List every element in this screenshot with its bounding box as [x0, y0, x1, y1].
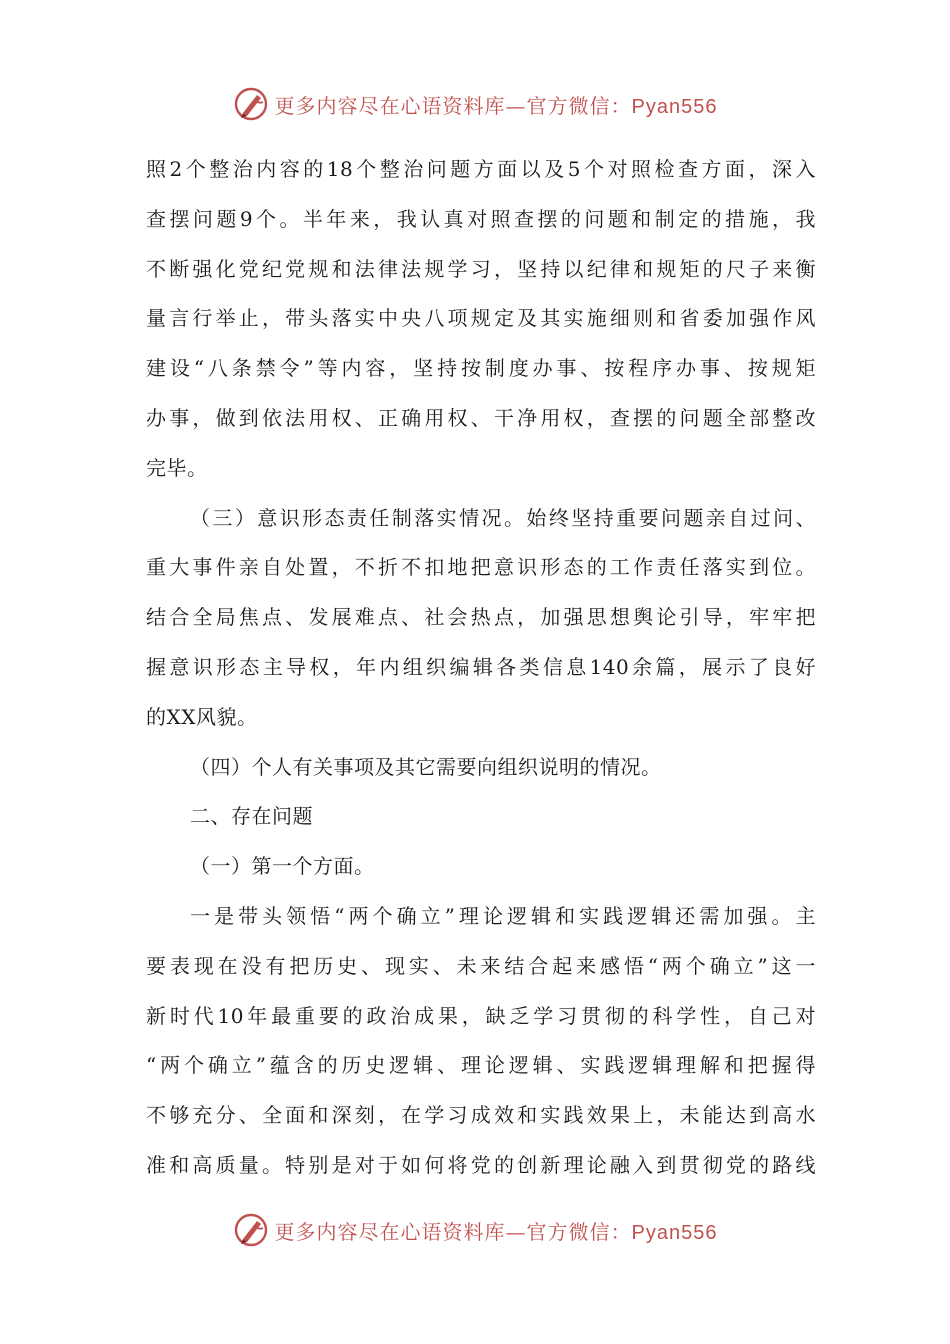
text-line: 准和高质量。特别是对于如何将党的创新理论融入到贯彻党的路线	[146, 1152, 816, 1177]
text-line: 照2个整治内容的18个整治问题方面以及5个对照检查方面，深入	[146, 157, 816, 181]
footer-watermark-banner	[0, 1210, 950, 1250]
document-body	[146, 145, 816, 1191]
text-line: 不够充分、全面和深刻，在学习成效和实践效果上，未能达到高水	[146, 1103, 816, 1128]
text-line: 的XX风貌。	[146, 704, 258, 729]
text-line: 不断强化党纪党规和法律法规学习，坚持以纪律和规矩的尺子来衡	[146, 256, 816, 281]
text-line: 重大事件亲自处置，不折不扣地把意识形态的工作责任落实到位。	[146, 555, 816, 580]
header-watermark-banner	[0, 84, 950, 124]
footer-watermark-text: 更多内容尽在心语资料库—官方微信：Pyan556	[274, 1219, 718, 1244]
pen-logo-icon	[233, 86, 269, 122]
text-line: 新时代10年最重要的政治成果，缺乏学习贯彻的科学性，自己对	[146, 1003, 816, 1028]
text-line: 要表现在没有把历史、现实、未来结合起来感悟“两个确立”这一	[146, 953, 816, 978]
text-line: （三）意识形态责任制落实情况。始终坚持重要问题亲自过问、	[190, 505, 816, 530]
pen-logo-icon	[233, 1212, 269, 1248]
text-line: 完毕。	[146, 455, 208, 480]
text-line: 二、存在问题	[190, 804, 313, 829]
text-line: 查摆问题9个。半年来，我认真对照查摆的问题和制定的措施，我	[146, 206, 816, 231]
text-line: “两个确立”蕴含的历史逻辑、理论逻辑、实践逻辑理解和把握得	[146, 1053, 816, 1078]
text-line: 量言行举止，带头落实中央八项规定及其实施细则和省委加强作风	[146, 306, 816, 331]
text-line: （一）第一个方面。	[190, 854, 375, 879]
text-line: 办事，做到依法用权、正确用权、干净用权，查摆的问题全部整改	[146, 405, 816, 430]
text-line: （四）个人有关事项及其它需要向组织说明的情况。	[190, 754, 662, 779]
header-watermark-text: 更多内容尽在心语资料库—官方微信：Pyan556	[274, 93, 718, 118]
text-line: 建设“八条禁令”等内容，坚持按制度办事、按程序办事、按规矩	[146, 356, 816, 381]
text-line: 握意识形态主导权，年内组织编辑各类信息140余篇，展示了良好	[146, 654, 816, 679]
text-line: 结合全局焦点、发展难点、社会热点，加强思想舆论引导，牢牢把	[146, 605, 816, 630]
text-line: 一是带头领悟“两个确立”理论逻辑和实践逻辑还需加强。主	[190, 903, 816, 928]
